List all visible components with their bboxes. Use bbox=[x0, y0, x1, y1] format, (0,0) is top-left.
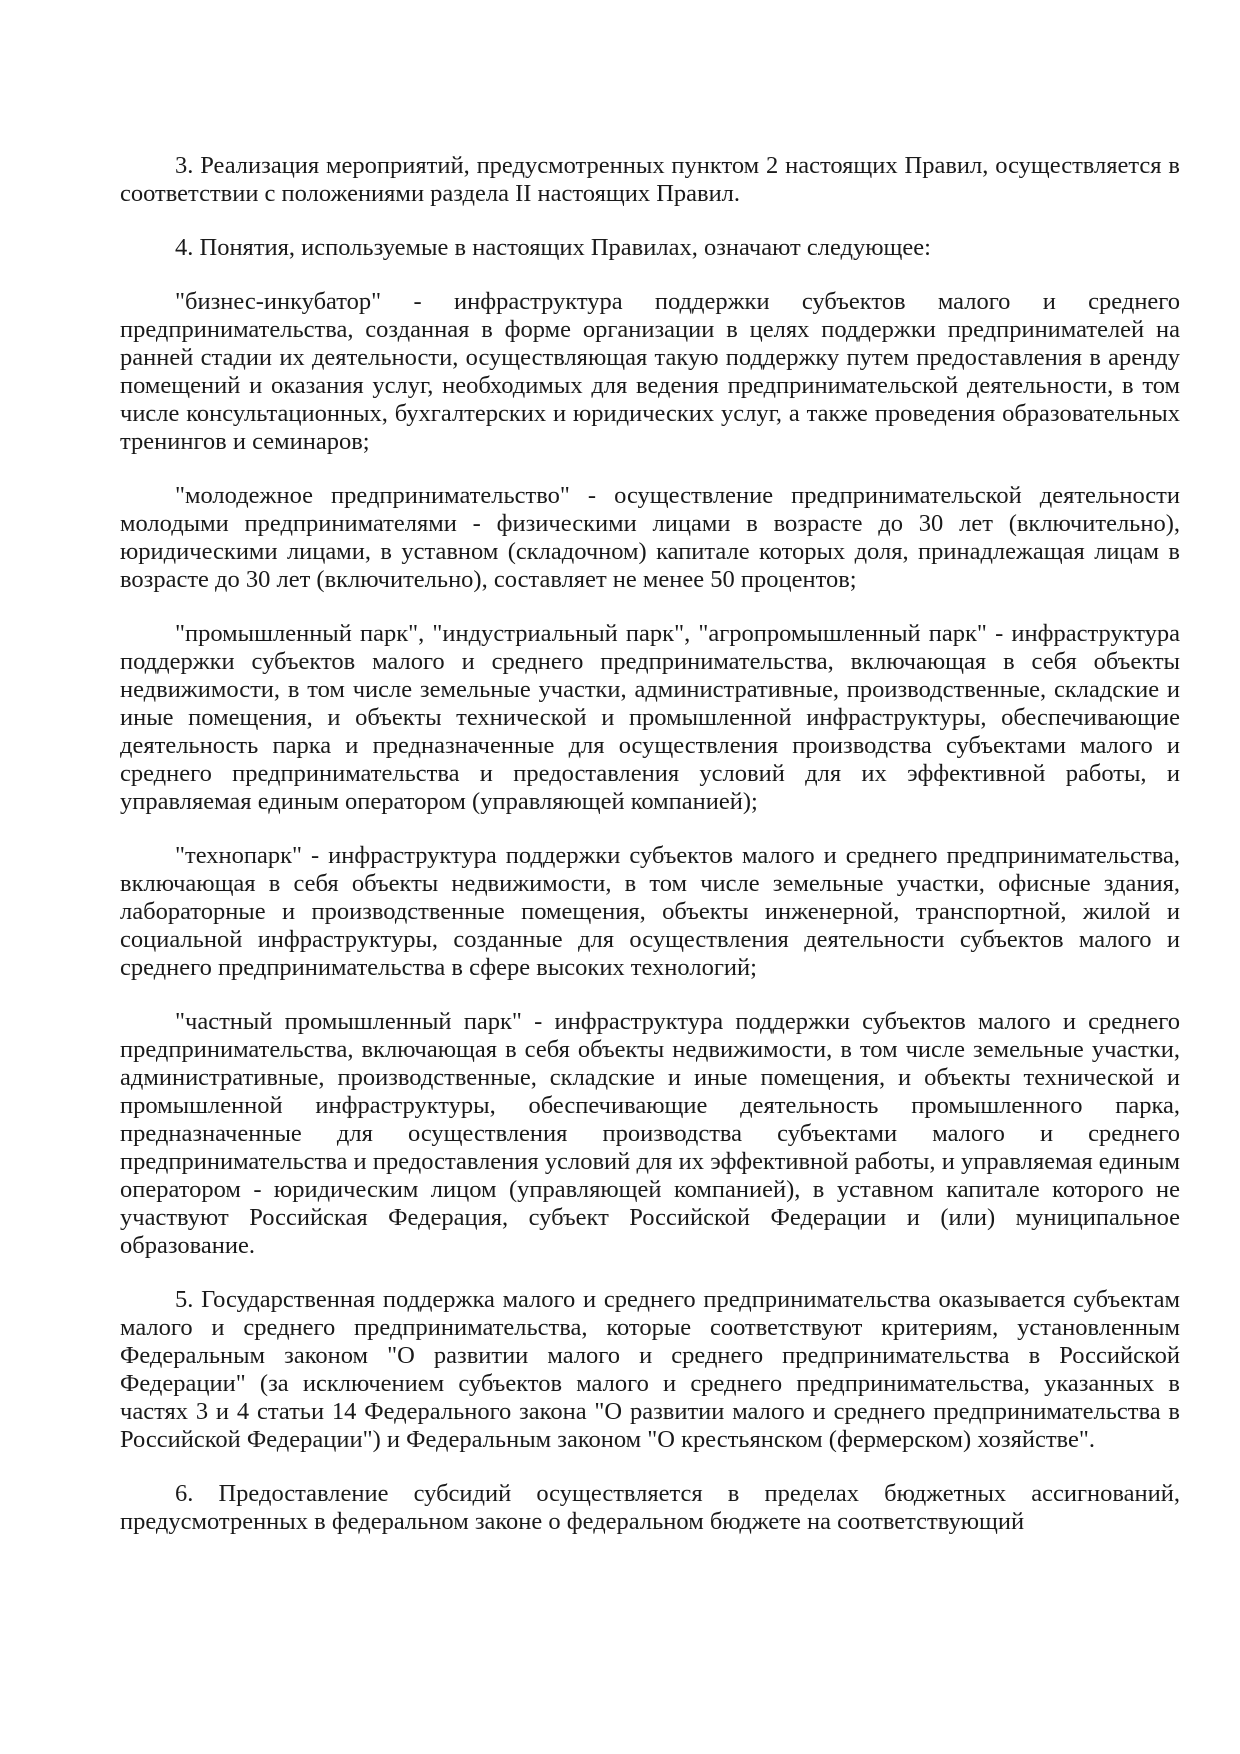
definition-private-industrial-park: "частный промышленный парк" - инфраструктура поддержки субъектов малого и среднего предпринимательства, включающая в себя объекты недвижимости, в том числе земельные участки, административные, производственные, складские и иные помещения, и объекты технической и промышленной инфраструктуры, обеспечивающие деятельность промышленного парка, предназначенные для осуществления производства субъектами малого и среднего предпринимательства и предоставления условий для их эффективной работы, и управляемая единым оператором - юридическим лицом (управляющей компанией), в уставном капитале которого не участвуют Российская Федерация, субъект Российской Федерации и (или) муниципальное образование. bbox=[120, 1008, 1180, 1259]
definition-youth-entrepreneurship: "молодежное предпринимательство" - осуществление предпринимательской деятельности молодыми предпринимателями - физическими лицами в возрасте до 30 лет (включительно), юридическими лицами, в уставном (складочном) капитале которых доля, принадлежащая лицам в возрасте до 30 лет (включительно), составляет не менее 50 процентов; bbox=[120, 482, 1180, 593]
paragraph-5: 5. Государственная поддержка малого и среднего предпринимательства оказывается субъектам малого и среднего предпринимательства, которые соответствуют критериям, установленным Федеральным законом "О развитии малого и среднего предпринимательства в Российской Федерации" (за исключением субъектов малого и среднего предпринимательства, указанных в частях 3 и 4 статьи 14 Федерального закона "О развитии малого и среднего предпринимательства в Российской Федерации") и Федеральным законом "О крестьянском (фермерском) хозяйстве". bbox=[120, 1286, 1180, 1453]
document-body bbox=[120, 152, 1180, 1536]
paragraph-6: 6. Предоставление субсидий осуществляется в пределах бюджетных ассигнований, предусмотренных в федеральном законе о федеральном бюджете на соответствующий bbox=[120, 1480, 1180, 1535]
definition-business-incubator: "бизнес-инкубатор" - инфраструктура поддержки субъектов малого и среднего предпринимательства, созданная в форме организации в целях поддержки предпринимателей на ранней стадии их деятельности, осуществляющая такую поддержку путем предоставления в аренду помещений и оказания услуг, необходимых для ведения предпринимательской деятельности, в том числе консультационных, бухгалтерских и юридических услуг, а также проведения образовательных тренингов и семинаров; bbox=[120, 288, 1180, 455]
paragraph-4: 4. Понятия, используемые в настоящих Правилах, означают следующее: bbox=[175, 234, 931, 261]
definition-technopark: "технопарк" - инфраструктура поддержки субъектов малого и среднего предпринимательства, включающая в себя объекты недвижимости, в том числе земельные участки, офисные здания, лабораторные и производственные помещения, объекты инженерной, транспортной, жилой и социальной инфраструктуры, созданные для осуществления деятельности субъектов малого и среднего предпринимательства в сфере высоких технологий; bbox=[120, 842, 1180, 981]
definition-industrial-park: "промышленный парк", "индустриальный парк", "агропромышленный парк" - инфраструктура поддержки субъектов малого и среднего предпринимательства, включающая в себя объекты недвижимости, в том числе земельные участки, административные, производственные, складские и иные помещения, и объекты технической и промышленной инфраструктуры, обеспечивающие деятельность парка и предназначенные для осуществления производства субъектами малого и среднего предпринимательства и предоставления условий для их эффективной работы, и управляемая единым оператором (управляющей компанией); bbox=[120, 620, 1180, 815]
paragraph-3: 3. Реализация мероприятий, предусмотренных пунктом 2 настоящих Правил, осуществляется в соответствии с положениями раздела II настоящих Правил. bbox=[120, 152, 1180, 207]
